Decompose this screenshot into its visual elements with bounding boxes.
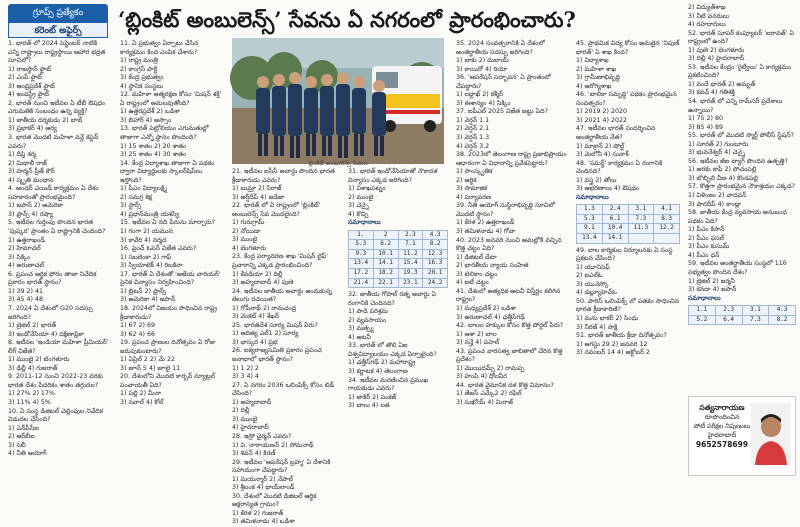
answer-cell: 9.3 xyxy=(349,249,374,259)
question-line: 3) స్టార్స్ xyxy=(120,202,142,210)
question-line: 30. దేశంలో మొదటి డిజిటల్ ఆర్థిక అక్షరాస్యత గ్రామం? xyxy=(232,492,317,509)
question-line: 32. జాతీయ గోపాల్ రత్న అవార్డు ఏ రంగానికి చెందినది? xyxy=(348,291,437,307)
answer-cell: 13.4 xyxy=(349,259,374,269)
question-line: 1) పీఎం కిసాన్ xyxy=(688,226,725,234)
answer-cell: 2.3 xyxy=(715,306,742,316)
question-line: 1) విళింజం 2) వాదవన్ xyxy=(688,192,747,200)
question-line: 1) సాంస్కృతిక xyxy=(456,168,493,176)
answer-cell: 19.3 xyxy=(398,269,423,279)
question-line: 3) కెనడా 4) జపాన్ xyxy=(688,286,737,294)
question-line: 7. 2024 ఏ దేశంలో G20 సదస్సు జరిగింది? xyxy=(8,304,93,321)
question-line: 55. భారత్ లో మొదటి స్మార్ట్ పోలీస్ స్టేషన్? xyxy=(688,132,794,140)
answers-heading-c: సమాధానాలు xyxy=(688,294,721,302)
answer-cell: 8.2 xyxy=(423,240,448,250)
question-line: 2) కాంగ్రెస్ పార్టీ xyxy=(120,65,158,73)
question-line: 3) 45 4) 48 xyxy=(8,296,43,304)
question-line: 45. ప్రాథమిక విద్య కోసం అమలైన 'నిపుణ్ భారత్' ఏ శాఖ కింద? xyxy=(576,40,680,56)
question-line: 1) అరకు కాఫీ 2) పోచంపల్లి xyxy=(688,166,757,174)
question-line: 31. భారత్ ఇండోనేసియాతో నౌకాదళ విన్యాసం ఎక్కడ జరిగింది? xyxy=(348,168,438,184)
question-line: 2) ఎంపీ ఫ్లాట్ xyxy=(8,74,42,82)
answer-cell: 5.3 xyxy=(577,214,603,224)
question-line: 1) వెర్షన్ 1.1 xyxy=(456,116,490,124)
question-line: 2) మిథాలీ రాజ్ xyxy=(8,159,47,167)
column-1 xyxy=(8,40,110,475)
question-line: 3) సుఖోయ్ 4) మిరాజ్ xyxy=(456,398,513,406)
answers-table-c xyxy=(688,305,796,325)
question-line: 3) 62 4) 66 xyxy=(120,330,155,338)
question-line: 54. భారత్ లో ఎన్ని రామ్‌సర్ ప్రదేశాలు ఉన్నాయి? xyxy=(688,98,783,114)
answer-cell: 11.2 xyxy=(398,249,423,259)
answer-cell: 7.3 xyxy=(628,214,654,224)
question-line: 2) సమగ్ర శిక్ష xyxy=(120,193,152,201)
question-line: 12. మహిళా ఆత్మరక్షణ కోసం 'మిషన్ శక్తి' ఏ రాష్ట్రంలో అమలవుతోంది? xyxy=(120,91,222,107)
answer-cell: 20.1 xyxy=(423,269,448,279)
answers-heading-a: సమాధానాలు xyxy=(348,219,381,227)
question-line: 3) శ్రీలంక 4) థాయ్‌లాండ్ xyxy=(232,484,295,492)
question-line: 3) సామాజిక xyxy=(456,185,488,193)
question-line: 3) భువనేశ్వర్ 4) చెన్నై xyxy=(688,149,745,157)
answer-cell: 12.3 xyxy=(423,249,448,259)
question-line: 3) నీరజ్ 4) సాక్షి xyxy=(576,323,618,331)
question-line: 3) బాలు 4) లత xyxy=(348,402,390,410)
question-line: 13. భారత్ పెట్రోలియం ఎగుమతుల్లో తాజాగా ఎన్నో స్థానం పొందింది? xyxy=(120,125,209,142)
question-line: 2) ఆర్‌బీఐ xyxy=(8,433,35,441)
question-line: 3) మెలోనీ 4) సునాక్ xyxy=(576,151,629,159)
question-line: 2) దిల్లీ xyxy=(232,407,250,415)
answer-cell: 11.3 xyxy=(628,224,654,234)
question-line: 2. భారత్ నుంచి ఇటీవల ఏ టీబీ ఔషధం ఎగుమతికి సంబంధం ఉన్న వ్యక్తి? xyxy=(8,99,106,116)
question-line: 3) అహ్మదాబాద్ 4) పుణె xyxy=(232,279,294,287)
question-line: 4) ఐటీ చట్టం xyxy=(456,279,489,287)
question-line: 1) సూరత్ 2) గుంటూరు xyxy=(688,140,749,148)
question-line: 29. ఇటీవల 'ఆపరేషన్ బ్రహ్మ' ఏ దేశానికి సహాయంగా చేపట్టారు? xyxy=(232,458,331,475)
question-line: 1) బ్రెజిల్ 2) భారత్ xyxy=(8,322,57,330)
question-line: 3) కాయిరో 4) రియో xyxy=(456,65,508,73)
answer-cell: 13.4 xyxy=(577,234,603,244)
question-line: 11. ఏ ప్రభుత్వం ఏర్పాటు చేసిన కార్యక్రమం కింద ఎంపిక చేశారు? xyxy=(120,40,199,56)
question-line: 44. భారత వైమానిక దళ కొత్త విమానం? xyxy=(456,381,554,389)
question-line: 3) కేంద్ర ప్రభుత్వం xyxy=(120,74,164,82)
answer-cell: 5.3 xyxy=(349,240,374,250)
answers-heading-b: సమాధానాలు xyxy=(576,193,609,201)
question-line: 3) నీటి వనరులు xyxy=(688,12,730,20)
answer-cell: 1. xyxy=(349,230,374,240)
photo-caption: బ్లింకిట్ అంబులెన్స్ సేవలు xyxy=(308,160,368,167)
answer-cell: 22.1 xyxy=(373,278,398,288)
question-line: 1) రాజస్థాన్ ఫ్లాట్ xyxy=(8,65,52,73)
question-line: 1) పల్లి 2) మీనా xyxy=(120,390,162,398)
question-line: 1) రాష్ట్ర మంత్రి xyxy=(120,57,158,65)
question-line: 42. బాలల హక్కుల కోసం కొత్త పోర్టల్ పేరు? xyxy=(456,322,564,330)
ambulance-team-photo xyxy=(232,38,444,164)
question-line: 2) పీఎం ఫసల్ xyxy=(688,234,724,242)
answer-cell: 15.4 xyxy=(398,259,423,269)
question-line: 2) వ్యవసాయం xyxy=(348,316,387,324)
question-line: 1) బాకు 2) దుబాయ్ xyxy=(456,57,509,65)
question-line: 3) కర్ణాటక 4) తెలంగాణ xyxy=(348,368,408,376)
question-line: 4) పర్యావరణ xyxy=(456,193,492,201)
question-line: 26. ఐక్యరాజ్యసమితి ప్రకారం ప్రపంచ జనాభాలో భారత్ స్థానం? xyxy=(232,347,322,364)
question-line: 9. 2011-12 నుంచి 2022-23 వరకు భారత దేశం పేదరికం శాతం తగ్గుదల? xyxy=(8,373,103,389)
question-line: 1) వందే భారత్ 2) అమృత్ xyxy=(688,80,756,88)
question-line: 39. నీతి ఆయోగ్ సుస్థిరాభివృద్ధి సూచిలో మొదటి స్థానం? xyxy=(456,202,556,218)
question-line: 1) జపాన్ 2) అమెరికా xyxy=(8,202,64,210)
section-tag: గ్రూప్స్ ప్రత్యేకం xyxy=(8,4,108,22)
question-line: 1) సబలెంకా 2) గాఫ్ xyxy=(120,253,172,261)
answer-cell: 8.3 xyxy=(654,214,680,224)
question-line: 3) టెలికాం చట్టం xyxy=(456,270,498,278)
question-line: 3) హర్మన్ ప్రీత్ కౌర్ xyxy=(8,168,55,176)
question-line: 1) దీప్తి శర్మ xyxy=(8,151,36,159)
question-line: 3) స్వియాటెక్ 4) రిబకినా xyxy=(120,262,183,270)
author-credit: సత్యనారాయణ రూపొందించిన పోటీ పరీక్షల నిపుణులు హైదరాబాద్ 9652578699 xyxy=(693,403,751,449)
question-line: 37. ఐపీఎల్ 2025 విజేత జట్టు ఏది? xyxy=(456,108,548,116)
answer-cell: 1.3 xyxy=(577,205,603,215)
question-line: 3) ఢిల్లీ 4) గుజరాత్ xyxy=(8,364,58,372)
question-line: 3) బిహార్ 4) అస్సాం xyxy=(120,116,172,124)
question-line: 1) ముంబై 2) బెంగళూరు xyxy=(8,356,70,364)
question-line: 1) కేరళ 2) గుజరాత్ xyxy=(232,509,284,517)
question-line: 4) ఆరోగ్యశాఖ xyxy=(576,82,612,90)
question-line: 1) 75 2) 80 xyxy=(688,115,723,123)
question-line: 1) తేజస్ ఎమ్కే2 2) రఫేల్ xyxy=(456,390,522,398)
question-line: 1) కేరళ 2) ఉత్తరాఖండ్ xyxy=(456,219,515,227)
question-line: 3) భాస్కర 4) ప్రభ xyxy=(232,338,278,346)
question-line: 46. 'బాలికా సమృద్ధి' పథకం ప్రారంభమైన సంవత్సరం? xyxy=(576,91,677,107)
question-line: 3) పారదీప్ 4) కాండ్లా xyxy=(688,200,742,208)
answer-cell xyxy=(654,234,680,244)
question-line: 4) ప్రధాన్‌మంత్రి యశస్వి xyxy=(120,210,180,218)
question-line: 5. ఇటీవల గుర్తింపు పొందిన భారత 'పుష్కర' ప్రాంతం ఏ రాష్ట్రానికి చెందింది? xyxy=(8,219,106,236)
column-4 xyxy=(348,168,448,475)
question-line: 1) పుణె 2) బెంగళూరు xyxy=(688,46,745,54)
answer-cell: 9.1 xyxy=(577,224,603,234)
question-line: 4) వెర్షన్ 3.2 xyxy=(456,142,490,150)
question-line: 22. భారత్ లో ఏ రాష్ట్రంలో 'బ్లింకిట్' అంబులెన్స్ సేవ మొదలైంది? xyxy=(232,202,321,218)
question-line: 2) ఐఎల్‌ఓ xyxy=(576,272,603,280)
author-box xyxy=(688,396,796,476)
question-line: 1) వి. నారాయణన్ 2) సోమనాథ్ xyxy=(232,441,314,449)
question-line: 52. భారత్ సూపర్ కంప్యూటర్ 'ఐరావత్' ఏ రాష్ట్రంలో ఉంది? xyxy=(688,29,794,46)
question-line: 24. ఇటీవల జాతీయ అవార్డు అందుకున్న తెలుగు రచయిత? xyxy=(232,287,332,304)
question-line: 3) నన్హే 4) పహల్ xyxy=(456,339,500,347)
answer-cell: 6.4 xyxy=(715,315,742,325)
question-line: 8. ఇటీవల 'ఇండియా మహిళా ప్రీమియర్' లీగ్ విజేత? xyxy=(8,339,109,355)
question-line: 1) జాకిర్ 2) పంకజ్ xyxy=(348,393,397,401)
question-line: 2) నోయిడా xyxy=(232,227,261,235)
question-line: 21. ఇటీవల ఐసీసీ అవార్డు పొందిన భారత క్రీడాకారుడు ఎవరు? xyxy=(232,168,335,184)
question-line: 33. భారత్ లో తొలి ఏఐ విశ్వవిద్యాలయం ఎక్కడ ఏర్పాటైంది? xyxy=(348,342,437,358)
question-line: 41. దేశంలో అత్యధిక అటవీ విస్తీర్ణం కలిగిన రాష్ట్రం? xyxy=(456,287,561,304)
question-line: 1) 2019 2) 2020 xyxy=(576,108,627,116)
question-line: 1) 15 శాతం 2) 20 శాతం xyxy=(120,142,187,150)
question-line: 3) చెన్నై xyxy=(348,202,369,210)
answer-cell: 10.1 xyxy=(373,249,398,259)
question-line: 1) గోపీనాథ్ 2) రామచంద్ర xyxy=(232,304,297,312)
answer-cell: 6.2 xyxy=(373,240,398,250)
question-line: 1) జాతీయ దర్శకుడు 2) బాబ్ xyxy=(8,116,83,124)
question-line: 3) వెర్షన్ 1.3 xyxy=(456,134,490,142)
question-line: 14. కేంద్ర విద్యాశాఖ తాజాగా ఏ పథకం ద్వారా విద్యార్థులకు స్కాలర్‌షిప్‌లు ఇస్తోంది? xyxy=(120,159,215,184)
question-line: 4) నీతి ఆయోగ్ xyxy=(8,450,47,458)
question-line: 4) బెంగళూరు xyxy=(232,244,267,252)
question-line: 3) నవాల్ 4) కోల్ xyxy=(120,398,164,406)
answer-cell: 8.2 xyxy=(769,315,796,325)
question-line: 4) స్థానిక సంస్థలు xyxy=(120,82,164,90)
question-line: 3) ఈశాన్యం 4) సిక్కిం xyxy=(456,99,511,107)
question-line: 3) ఆభరణాలు 4) ఔషధం xyxy=(576,185,640,193)
section-title: కరెంట్ అఫైర్స్ xyxy=(8,22,108,38)
question-line: 3) 25 శాతం 4) 30 శాతం xyxy=(120,151,187,159)
question-line: 1) గంగా 2) యమున xyxy=(120,228,173,236)
question-line: 1) యూనిసెఫ్ xyxy=(576,263,610,271)
question-line: 3) ముంబై xyxy=(232,415,258,423)
answer-cell: 24.2 xyxy=(423,278,448,288)
question-line: 3) వెంకట్ 4) శేఖర్ xyxy=(232,313,279,321)
question-line: 1) కేవడియా 2) దిల్లీ xyxy=(232,270,283,278)
question-line: 3) పీఎం కుసుమ్ xyxy=(688,243,730,251)
answer-cell: 12.2 xyxy=(654,224,680,234)
answer-cell: 14.1 xyxy=(373,259,398,269)
question-line: 3) అర్ష్‌దీప్ 4) జడేజా xyxy=(232,193,285,201)
question-line: 3) అరుణాచల్ 4) ఛత్తీస్‌గఢ్ xyxy=(456,313,525,321)
question-line: 1) మధ్యప్రదేశ్ 2) ఒడిశా xyxy=(456,304,517,312)
question-line: 3) ఇండోనేసియా 4) దక్షిణాఫ్రికా xyxy=(8,330,84,338)
question-line: 2) భారతీయ న్యాయ సంహిత xyxy=(456,262,529,270)
question-line: 1) బ్రిటన్ 2) ఫ్రాన్స్ xyxy=(120,287,167,295)
question-line: 1) మాక్రాన్ 2) షోల్జ్ xyxy=(576,142,625,150)
answer-cell: 6.1 xyxy=(602,214,628,224)
question-line: 1) విశాఖపట్నం xyxy=(348,185,386,193)
question-line: 1. భారత్ లో 2024 సెప్టెంబర్ నాటికి ఎన్ని రాష్ట్రాలు రాష్ట్రస్థాయి ఆహార భద్రత సూచిలో? xyxy=(8,40,106,65)
question-line: 1) మయన్మార్ 2) నేపాల్ xyxy=(232,475,293,483)
question-line: 2) ఆర్థిక xyxy=(456,176,477,184)
answer-cell: 3.1 xyxy=(628,205,654,215)
question-line: 27. ఏ నగరం 2036 ఒలింపిక్స్ కోసం బిడ్ చేసింది? xyxy=(232,381,335,398)
question-line: 1) ఉత్తరప్రదేశ్ 2) ఒడిశా xyxy=(120,108,180,116)
question-line: 3) ఆంధ్రప్రదేశ్ ఫ్లాట్ xyxy=(8,82,55,90)
question-line: 43. ప్రపంచ వారసత్వ జాబితాలో చేరిన కొత్త ప్రదేశం? xyxy=(456,347,563,364)
question-line: 3) దిల్లీ 4) హైదరాబాద్ xyxy=(688,55,745,63)
question-line: 3) 11% 4) 5% xyxy=(8,398,51,406)
question-line: 1) ఏప్రిల్ 2 2) మే 22 xyxy=(120,356,176,364)
question-line: 6. ప్రపంచ ఆర్థిక ఫోరం తాజా నివేదిక ప్రకారం భారత్ స్థానం? xyxy=(8,270,97,287)
question-line: 1) ఆశా 2) బాల xyxy=(456,330,497,338)
answer-cell: 7.3 xyxy=(742,315,769,325)
question-line: 36. 'ఆపరేషన్ సద్భావన' ఏ ప్రాంతంలో చేపట్టారు? xyxy=(456,74,551,90)
question-line: 28. ఇస్రో చైర్మన్ ఎవరు? xyxy=(232,432,292,440)
question-line: 20. దేశంలోని మొదటి కార్బన్ న్యూట్రల్ పంచాయతీ ఏది? xyxy=(120,373,215,389)
question-line: 40. 2023 జనవరి నుంచి అమల్లోకి వచ్చిన కొత్త చట్టం ఏది? xyxy=(456,236,562,253)
question-line: 3. భారత మొదటి మహిళా వన్డే కెప్టెన్ ఎవరు? xyxy=(8,134,99,150)
question-line: 1) 1 2) 2 xyxy=(232,364,259,372)
question-line: 1) ఉత్తరాఖండ్ xyxy=(8,236,45,244)
question-line: 4) అరుణాచల్ xyxy=(8,262,45,270)
question-line: 4) స్మృతి మంధాన xyxy=(8,176,54,184)
question-line: 4) ఇండస్ట్రీ ఫ్లాట్ xyxy=(8,91,49,99)
question-line: 57. కొత్తగా ప్రారంభమైన నౌకాశ్రయం ఎక్కడ? xyxy=(688,183,796,191)
question-line: 1) పాడి పరిశ్రమ xyxy=(348,308,388,316)
answer-cell: 4.3 xyxy=(423,230,448,240)
author-name: సత్యనారాయణ xyxy=(699,403,745,412)
answer-cell xyxy=(628,234,654,244)
question-line: 3) హంపి 4) ధోలవీర xyxy=(456,373,507,381)
question-line: 1) పీఎం విద్యాలక్ష్మి xyxy=(120,185,167,193)
question-line: 49. బాల కార్మికుల నిర్మూలనకు ఏ సంస్థ ప్రకటన చేసింది? xyxy=(576,246,673,263)
question-line: 58. జాతీయ కేంద్ర వ్యవసాయ అనుబంధ పథకం ఏది? xyxy=(688,209,787,225)
question-line: 3) శివన్ 4) కిరణ్ xyxy=(232,450,276,458)
question-line: 3) తమిళనాడు 4) ఒడిశా xyxy=(232,518,295,526)
question-line: 3) యునెస్కో xyxy=(576,280,609,288)
question-line: 3) కావేరి 4) నర్మద xyxy=(120,236,167,244)
column-2 xyxy=(120,40,222,475)
question-line: 2) విద్యుత్‌శాఖ xyxy=(688,4,726,11)
question-line: 1) మను భాకర్ 2) సింధు xyxy=(576,314,639,322)
answers-table-a xyxy=(348,230,448,288)
question-line: 25. భారతదేశ సూర్య మిషన్ పేరు? xyxy=(232,321,318,329)
column-3 xyxy=(232,168,340,526)
question-line: 2) వెర్షన్ 2.1 xyxy=(456,125,490,133)
question-line: 3) బొబ్బిలి వీణ 4) కొండపల్లి xyxy=(688,174,759,182)
answer-cell: 18.2 xyxy=(373,269,398,279)
question-line: 2) మహిళా శాఖ xyxy=(576,65,617,73)
question-line: 47. ఇటీవల భారత్ సందర్శించిన అంతర్జాతీయ నేత? xyxy=(576,125,656,142)
question-line: 1) ఎన్‌పీసీఐ xyxy=(8,424,39,432)
answer-cell: 3.1 xyxy=(742,306,769,316)
question-line: 3) 85 4) 89 xyxy=(688,123,723,131)
question-line: 1) డిజిటల్ డేటా xyxy=(456,253,497,261)
question-line: 10. ఏ సంస్థ డిజిటల్ చెల్లింపుల నివేదిక విడుదల చేసింది? xyxy=(8,407,104,424)
question-line: 3) తమిళనాడు 4) గోవా xyxy=(456,228,516,236)
question-line: 3) ముంబై xyxy=(232,236,258,244)
question-line: 48. 'సమర్థ్' కార్యక్రమం ఏ రంగానికి చెందినది? xyxy=(576,159,663,176)
question-line: 4) రహదారులు xyxy=(688,21,726,29)
headline: ‘బ్లింకిట్ అంబులెన్స్’ సేవను ఏ నగరంలో ప్రారంభించారు? xyxy=(118,7,576,32)
question-line: 15. ఇటీవల ఏ నది పేరును మార్చారు? xyxy=(120,219,216,227)
question-line: 53. ఇటీవల కేంద్రం 'రైల్వేలు' ఏ కార్యక్రమం ప్రకటించింది? xyxy=(688,63,792,80)
question-line: 3) ఫ్రాన్స్ 4) రష్యా xyxy=(8,210,53,218)
question-line: 50. పారిస్ ఒలింపిక్స్ లో పతకం సాధించిన భారత క్రీడాకారిణి? xyxy=(576,297,680,314)
question-line: 1) అహ్మదాబాద్ xyxy=(232,398,272,406)
question-line: 16. ఫ్రెంచ్ ఓపెన్ విజేత ఎవరు? xyxy=(120,245,197,253)
answer-cell: 2 xyxy=(373,230,398,240)
question-line: 3) జూన్ 5 4) జూలై 11 xyxy=(120,364,181,372)
question-line: 1) 27% 2) 17% xyxy=(8,390,55,398)
question-line: 38. 2023లో తెలంగాణ రాష్ట్ర ప్రజాభిప్రాయం ఆధారంగా ఏ విధానాన్ని ప్రవేశపెట్టారు? xyxy=(456,151,567,167)
question-line: 3) సెబీ xyxy=(8,441,26,449)
question-line: 59. ఇటీవల అంతర్జాతీయ సంస్థలో 116 సభ్యత్వం పొందిన దేశం? xyxy=(688,260,787,276)
column-6 xyxy=(576,40,680,475)
answer-cell: 2.3 xyxy=(398,230,423,240)
question-line: 4) కొచ్చి xyxy=(348,210,369,218)
question-line: 4) పీఎం ధన్ xyxy=(688,251,720,259)
answer-cell: 16.3 xyxy=(423,259,448,269)
question-line: 1) ఆదిత్య ఎల్1 2) సూర్య xyxy=(232,330,299,338)
question-line: 1) విద్యాశాఖ xyxy=(576,57,609,65)
question-line: 1) 39 2) 41 xyxy=(8,287,43,295)
answer-cell: 5.2 xyxy=(689,315,716,325)
question-line: 3) సిక్కిం xyxy=(8,253,31,261)
question-line: 3) 2021 4) 2022 xyxy=(576,116,627,124)
question-line: 4. అండర్ ఎయిడ్ కార్యక్రమం ఏ దేశం సహకారంతో ప్రారంభమైంది? xyxy=(8,185,99,201)
question-line: 1) గురుగ్రామ్ xyxy=(232,219,265,227)
question-line: 3) అమెరికా 4) జపాన్ xyxy=(120,296,176,304)
answers-table-b xyxy=(576,204,680,243)
question-line: 18. 2024లో విజయం సాధించిన రాష్ట్ర క్రీడాకారుడు? xyxy=(120,304,218,321)
question-line: 1) బ్రెజిల్ 2) జర్మనీ xyxy=(688,277,735,285)
author-phone: 9652578699 xyxy=(695,440,749,449)
question-line: 3) గ్రామీణాభివృద్ధి xyxy=(576,74,621,82)
question-line: 2) ముంబై xyxy=(348,193,374,201)
question-line: 34. ఇటీవల మరణించిన ప్రముఖ గాయకుడు ఎవరు? xyxy=(348,376,429,393)
answer-cell: 1.1 xyxy=(689,306,716,316)
question-line: 1) వస్త్ర 2) తోలు xyxy=(576,176,617,184)
question-line: 1) బుమ్రా 2) సిరాజ్ xyxy=(232,185,282,193)
question-line: 3) కవచ్ 4) గతిశక్తి xyxy=(688,89,735,97)
answer-cell: 10.4 xyxy=(602,224,628,234)
question-line: 19. ప్రపంచ ప్రాణుల దినోత్సవం ఏ రోజు జరుపుకుంటారు? xyxy=(120,339,216,355)
question-line: 3) ప్రభాకర్ 4) ఆర్య xyxy=(8,125,57,133)
answer-cell: 21.4 xyxy=(349,278,374,288)
question-line: 2) హిమాచల్ xyxy=(8,245,41,253)
column-5 xyxy=(456,40,568,475)
answer-cell: 7.1 xyxy=(398,240,423,250)
question-line: 3) మత్స్య xyxy=(348,325,374,333)
question-line: 56. ఇటీవల జీఐ ట్యాగ్ పొందిన ఉత్పత్తి? xyxy=(688,157,788,165)
question-line: 4) అటవీ xyxy=(348,333,371,341)
question-line: 3) నవంబర్ 14 4) అక్టోబర్ 2 xyxy=(576,349,650,357)
question-line: 17. భారత్ ఏ దేశంతో 'అజేయ వారియర్' సైనిక విన్యాసం నిర్వహించింది? xyxy=(120,270,221,287)
answer-cell: 23.1 xyxy=(398,278,423,288)
question-line: 1) 67 2) 69 xyxy=(120,322,155,330)
question-line: 1) ఛత్తీస్‌గఢ్ 2) మహారాష్ట్ర xyxy=(348,359,416,367)
answer-cell: 14.1 xyxy=(602,234,628,244)
question-line: 4) డబ్ల్యూహెచ్‌ఓ xyxy=(576,289,617,297)
column-7 xyxy=(688,4,796,391)
question-line: 51. భారత్ జాతీయ క్రీడా దినోత్సవం? xyxy=(576,332,667,340)
question-line: 23. కేంద్ర పర్యావరణ శాఖ 'మిషన్ లైఫ్' ప్రచారాన్ని ఎక్కడ ప్రారంభించింది? xyxy=(232,253,328,270)
question-line: 35. 2024 సంవత్సరానికి ఏ దేశంలో అంతర్జాతీయ సదస్సు జరిగింది? xyxy=(456,40,545,56)
question-line: 1) లద్దాఖ్ 2) కశ్మీర్ xyxy=(456,91,503,99)
author-photo xyxy=(751,403,791,465)
question-line: 1) ఆగస్టు 29 2) జనవరి 12 xyxy=(576,340,648,348)
answer-cell: 2.4 xyxy=(602,205,628,215)
answer-cell: 4.3 xyxy=(769,306,796,316)
question-line: 1) మొయిదమ్స్ 2) రామప్ప xyxy=(456,364,525,372)
answer-cell: 4.1 xyxy=(654,205,680,215)
question-line: 4) హైదరాబాద్ xyxy=(232,424,269,432)
question-line: 3) 3 4) 4 xyxy=(232,373,259,381)
answer-cell: 17.2 xyxy=(349,269,374,279)
